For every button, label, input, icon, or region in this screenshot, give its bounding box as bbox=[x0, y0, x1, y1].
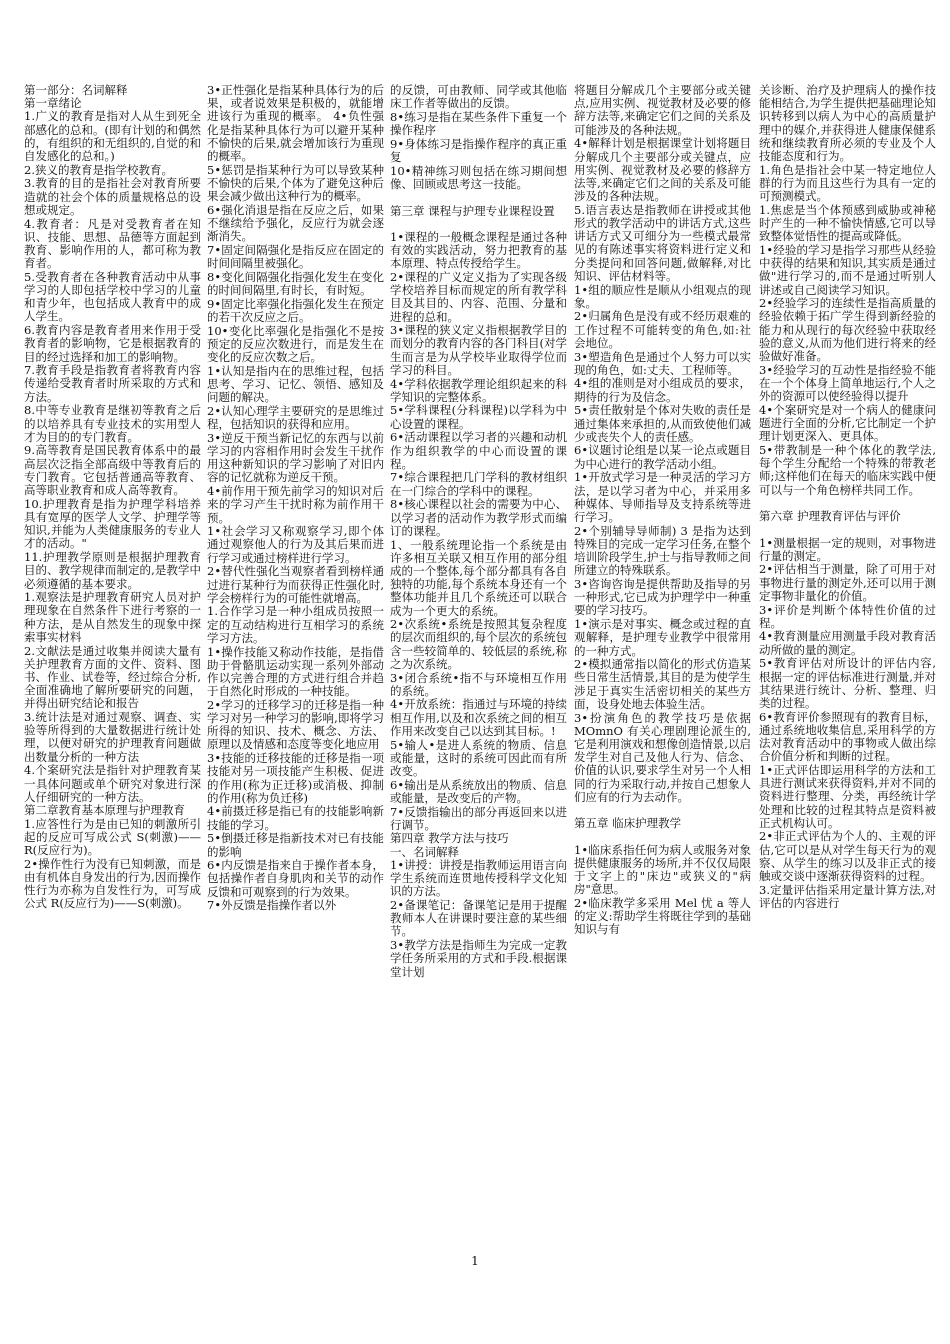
definition-paragraph: 9•固定比率强化指强化发生在预定的若干次反应之后。 bbox=[207, 296, 384, 324]
definition-paragraph: 3•课程的狭义定义指根据教学目的而划分的教育内容的各门科目(对学生而言是为从学校毕业取得学位而学习的科目。 bbox=[390, 323, 567, 377]
definition-paragraph: 2•替代性强化当观察者看到榜样通过进行某种行为而获得正性强化时,学会榜样行为的可能性就增高。 bbox=[207, 564, 384, 605]
definition-paragraph: 3.定量评估指采用定量计算方法,对评估的内容进行 bbox=[759, 882, 936, 910]
section-heading: 第一章绪论 bbox=[24, 96, 82, 111]
spacer bbox=[390, 218, 567, 231]
definition-paragraph: 10•变化比率强化是指强化不是按预定的反应次数进行，而是发生在变化的反应次数之后。 bbox=[207, 323, 384, 365]
definition-paragraph: 6•议题讨论组是以某一论点或题目为中心进行的教学活动小组。 bbox=[574, 443, 751, 471]
definition-paragraph: 1.观察法是护理教育研究人员对护理现象在自然条件下进行考察的一种方法，是从自然发生的现象中探索事实材料 bbox=[24, 590, 201, 644]
text-column-2 bbox=[207, 84, 384, 1254]
definition-paragraph: 1•组的顺应性是顺从小组观点的现象。 bbox=[574, 282, 751, 310]
definition-paragraph: 2•归属角色是没有或不经历艰难的工作过程不可能转变的角色,如:社会地位。 bbox=[574, 309, 751, 350]
definition-paragraph: 4.个案研究法是指针对护理教育某一具体问题或单个研究对象进行深人仔细研究的一种方法。 bbox=[24, 763, 201, 804]
definition-paragraph: 1.广义的教育是指对人从生到死全部感化的总和。(即有计划的和偶然的，有组织的和无组织的,自觉的和自发感化的总和。) bbox=[24, 109, 201, 164]
definition-paragraph: 1•正式评估即运用科学的方法和工具进行测试来获得资料,并对不同的资料进行整理、分类，再经统计学处理和比较的过程其特点是资料被正式机构认可。 bbox=[759, 762, 936, 830]
definition-paragraph: 1.角色是指社会中某一特定地位人群的行为而且这些行为具有一定的可预测模式。 bbox=[759, 162, 936, 204]
continued-paragraph: 将题目分解成几个主要部分或关键点,应用实例、视觉教材及必要的修辞方法等,来确定它们之间的关系及可能涉及的各种法规。 bbox=[574, 84, 751, 137]
definition-paragraph: 1•社会学习又称观察学习,即个体通过观察他人的行为及其后果而进行学习或通过榜样进行学习。 bbox=[207, 524, 384, 565]
definition-paragraph: 8•核心课程以社会的需要为中心、以学习者的活动作为教学形式而编订的课程。 bbox=[390, 497, 567, 538]
definition-paragraph: 3.统计法是对通过观察、调查、实验等所得到的大量数据进行统计处理，以便对研究的护理教育问题做出数量分析的一种方法 bbox=[24, 710, 201, 764]
definition-paragraph: 3.教育的目的是指社会对教育所要造就的社会个体的质量规格总的设想或规定。 bbox=[24, 176, 201, 217]
definition-paragraph: 5•输人•是进人系统的物质、信息或能量，这时的系统可因此而有所改变。 bbox=[390, 737, 567, 778]
definition-paragraph: 4•开放系统：指通过与环境的持续相互作用,以及和次系统之间的相互作用来改变自己以达到其目标。! bbox=[390, 697, 567, 738]
continued-paragraph: 的反馈，可由教师、同学或其他临床工作者等做出的反馈。 bbox=[390, 84, 567, 111]
definition-paragraph: 8•变化间隔强化指强化发生在变化的时间间隔里,有时长，有时短。 bbox=[207, 269, 384, 298]
definition-paragraph: 5.受教育者在各种教育活动中从事学习的人即包括学校中学习的儿童和青少年，也包括成人教育中的成人学生。 bbox=[24, 269, 201, 324]
definition-paragraph: 2•课程的广义定义指为了实现各级学校培养目标而规定的所有教学科目及其目的、内容、范围、分量和进程的总和。 bbox=[390, 269, 567, 324]
definition-paragraph: 1、一般系统理论指一个系统是由许多相互关联又相互作用的部分组成的一个整体,每个部分都具有各自独特的功能,每个系统本身还有一个整体功能并且几个系统还可以联合成为一个更大的系统。 bbox=[390, 537, 567, 618]
definition-paragraph: 7•固定间隔强化是指反应在固定的时间间隔里被强化。 bbox=[207, 242, 384, 271]
definition-paragraph: 2•次系统•系统是按照其复杂程度的层次而组织的,每个层次的系统包含一些较简单的、较低层的系统,称之为次系统。 bbox=[390, 617, 567, 671]
section-heading: 第二章教育基本原理与护理教育 bbox=[24, 803, 185, 818]
definition-paragraph: 4•前摄迁移是指已有的技能影响新技能的学习。 bbox=[207, 804, 384, 832]
definition-paragraph: 1•讲授：讲授是指教师运用语言向学生系统而连贯地传授科学文化知识的方法。 bbox=[390, 857, 567, 899]
definition-paragraph: 3•扮演角色的教学技巧是依据 MOmnO 有关心理剧理论派生的,它是利用演戏和想像创造情景,以启发学生对自己及他人行为、信念、价值的认识,要求学生对另一个人相同的行为采取行动,并按自己想象人们应有的行为去动作。 bbox=[574, 710, 751, 804]
section-heading: 第一部分：名词解释 bbox=[24, 84, 128, 97]
definition-paragraph: 5•惩罚是指某种行为可以导致某种不愉快的后果,个体为了避免这种后果会减少做出这种行为的概率。 bbox=[207, 162, 384, 204]
definition-paragraph: 1.应答性行为是由已知的刺激所引起的反应可写成公式 S(刺激)——R(反应行为)。 bbox=[24, 816, 201, 858]
definition-paragraph: 6.教育内容是教育者用来作用于受教育者的影响物，它是根据教育的目的经过选择和加工的影响物。 bbox=[24, 323, 201, 364]
definition-paragraph: 1•开放式学习是一种灵活的学习方法，是以学习者为中心，并采用多种媒体、导师指导及支持系统等进行学习。 bbox=[574, 470, 751, 524]
definition-paragraph: 2•个别辅导导师制) 3 是指为达到特殊目的完成一定学习任务,在整个培训阶段学生,护士与指导教师之间所建立的特殊联系。 bbox=[574, 523, 751, 578]
definition-paragraph: 5•倒摄迁移是指新技术对已有技能的影响 bbox=[207, 831, 384, 859]
text-column-4 bbox=[574, 84, 751, 1254]
definition-paragraph: 1•演示是对事实、概念或过程的直观解释，是护理专业教学中很常用的一种方式。 bbox=[574, 617, 751, 658]
definition-paragraph: 5•教育评估对所设计的评估内容,根据一定的评估标准进行测量,并对其结果进行统计、分析、整理、归类的过程。 bbox=[759, 656, 936, 710]
definition-paragraph: 10•精神练习则包括在练习期间想像、回顾或思考这一技能。 bbox=[390, 163, 567, 191]
definition-paragraph: 5.语言表达是指教师在讲授或其他形式的教学活动中的讲话方式,这些讲话方式又可细分为一些模式最常见的有陈述事实将资料进行定义和分类提问和回答问题,做解释,对比知识、评估材料等。 bbox=[574, 202, 751, 283]
definition-paragraph: 1.焦虑是当个体预感到威胁或神秘时产生的一种不愉快情感,它可以导致整体觉悟性的提高或降低。 bbox=[759, 202, 936, 244]
definition-paragraph: 6•内反馈是指来自于操作者本身，包括操作者自身肌肉和关节的动作反馈和可观察到的行为效果。 bbox=[207, 858, 384, 899]
definition-paragraph: 1•经验的学习是指学习那些从经验中获得的结果和知识,其实质是通过做"进行学习的,而不是通过听别人讲述或自己阅读学习知识。 bbox=[759, 242, 936, 297]
definition-paragraph: 6•强化消退是指在反应之后，如果不继续给予强化，反应行为就会逐渐消失。 bbox=[207, 202, 384, 244]
definition-paragraph: 7•综合课程把几门学科的教材组织在一门综合的学科中的课程。 bbox=[390, 470, 567, 498]
definition-paragraph: 3•逆反干预当新记忆的东西与以前学习的内容相作用时会发生干扰作用这种新知识的学习影响了对旧内容的记忆就称为逆反干预。 bbox=[207, 430, 384, 485]
section-heading: 第三章 课程与护理专业课程设置 bbox=[390, 203, 555, 218]
definition-paragraph: 3•经验学习的互动性是指经验不能在一个个体身上简单地运行,个人之外的资源可以使经验得以提升 bbox=[759, 362, 936, 404]
definition-paragraph: 6•输出是从系统放出的物质、信息或能量，是改变后的产物。 bbox=[390, 777, 567, 805]
section-heading: 第六章 护理教育评估与评价 bbox=[759, 509, 901, 524]
page-number: 1 bbox=[471, 1254, 479, 1268]
definition-paragraph: 4•个案研究是对一个病人的健康问题进行全面的分析,它比制定一个护理计划更深入、更具体。 bbox=[759, 402, 936, 444]
definition-paragraph: 7.教育手段是指教育者将教育内容传递给受教育者时所采取的方式和方法。 bbox=[24, 363, 201, 404]
text-column-5 bbox=[759, 84, 936, 1254]
definition-paragraph: 4•教育测量应用测量手段对教育活动所做的量的测定。 bbox=[759, 629, 936, 657]
definition-paragraph: 3•咨询咨询是提供帮助及指导的另一种形式,它已成为护理学中一种重要的学习技巧。 bbox=[574, 577, 751, 618]
spacer bbox=[759, 524, 936, 537]
definition-paragraph: 8•练习是指在某些条件下重复一个操作程序 bbox=[390, 109, 567, 138]
definition-paragraph: 7•反馈指输出的部分再返回来以进行调节。 bbox=[390, 804, 567, 832]
definition-paragraph: 3•塑造角色是通过个人努力可以实现的角色，如:丈夫、工程师等。 bbox=[574, 349, 751, 377]
definition-paragraph: 2.狭义的教育是指学校教育。 bbox=[24, 162, 173, 177]
text-column-1 bbox=[24, 84, 201, 1254]
definition-paragraph: 11.护理教学原则是根据护理教育目的、教学规律而制定的,是教学中必须遵循的基本要求。 bbox=[24, 550, 201, 591]
definition-paragraph: 2•备课笔记：备课笔记是用于提醒教师本人在讲课时要注意的某些细节。 bbox=[390, 897, 567, 939]
definition-paragraph: 2•模拟通常指以简化的形式仿造某些日常生活情景,其目的是为使学生涉足于真实生活密切相关的某些方面，设身处地去体验生活。 bbox=[574, 657, 751, 711]
definition-paragraph: 4.教育者：凡是对受教育者在知识、技能、思想、品德等方面起到教育、影响作用的人，都可称为教育者。 bbox=[24, 216, 201, 271]
definition-paragraph: 6•活动课程以学习者的兴趣和动机作为组织教学的中心而设置的课程。 bbox=[390, 430, 567, 471]
definition-paragraph: 3•正性强化是指某种具体行为的后果，或者说效果是积极的，就能增进该行为重现的概率。 4•负性强化是指某种具体行为可以避开某种不愉快的后果,就会增加该行为重现的概率。 bbox=[207, 84, 384, 164]
definition-paragraph: 6•教育评价参照现有的教育目标，通过系统地收集信息,采用科学的方法对教育活动中的事物或人做出综合价值分析和判断的过程。 bbox=[759, 709, 936, 764]
definition-paragraph: 2•临床教学多采用 Mel 忧 a 等人的定义:帮助学生将既往学到的基础知识与有 bbox=[574, 895, 751, 937]
definition-paragraph: 5•责任散射是个体对失败的责任是通过集体来承担的,从而致使他们减少或丧失个人的责任感。 bbox=[574, 403, 751, 444]
definition-paragraph: 9•身体练习是指操作程序的真正重复 bbox=[390, 136, 567, 165]
definition-paragraph: 1•认知是指内在的思维过程，包括思考、学习、记忆、领悟、感知及问题的解决。 bbox=[207, 363, 384, 405]
definition-paragraph: 3•教学方法是指师生为完成一定教学任务所采用的方式和手段.根据课堂计划 bbox=[390, 938, 567, 979]
continued-paragraph: 关诊断、治疗及护理病人的操作技能相结合,为学生提供把基础理论知识转移到以病人为中心的高质量护理中的媒介,并获得进人健康保健系统和继续教育所必须的专业及个人技能态度和行为。 bbox=[759, 84, 936, 164]
definition-paragraph: 1•测量根据一定的规则，对事物进行量的测定。 bbox=[759, 535, 936, 563]
definition-paragraph: 9.高等教育是国民教育体系中的最高层次泛指全部高级中等教育后的专门教育。它包括普通高等教育、高等职业教育和成人高等教育。 bbox=[24, 443, 201, 498]
definition-paragraph: 5•学科课程(分科课程)以学科为中心设置的课程。 bbox=[390, 403, 567, 431]
definition-paragraph: 4•组的准则是对小组成员的要求，期待的行为及信念。 bbox=[574, 376, 751, 404]
definition-paragraph: 1•操作技能又称动作技能，是指借助于骨骼肌运动实现一系列外部动作以完善合理的方式进行组合并趋于自然化时形成的一种技能。 bbox=[207, 644, 384, 699]
definition-paragraph: 2•认知心理学主要研究的是思维过程，包括知识的获得和应用。 bbox=[207, 403, 384, 432]
definition-paragraph: 4•前作用干预先前学习的知识对后来的学习产生干扰时称为前作用干预。 bbox=[207, 484, 384, 525]
definition-paragraph: 2.文献法是通过收集并阅读大量有关护理教育方面的文件、资料、图书、作业、试卷等，经过综合分析,全面准确地了解所要研究的问题，并得出研究结论和报告 bbox=[24, 643, 201, 711]
definition-paragraph: 2•学习的迁移学习的迁移是指一种学习对另一种学习的影响,即将学习所得的知识、技术、概念、方法、原理以及情感和态度等变化地应用 bbox=[207, 697, 384, 752]
spacer bbox=[390, 192, 567, 205]
definition-paragraph: 4•学科依据教学理论组织起来的科学知识的完整体系。 bbox=[390, 376, 567, 404]
definition-paragraph: 10.护理教育是指为护理学科培养具有宽厚的医学人文学、护理学等知识,并能为人类健康服务的专业人才的活动。" bbox=[24, 496, 201, 551]
section-heading: 一、名词解释 bbox=[390, 844, 459, 859]
definition-paragraph: 3•闭合系统•指不与环境相互作用的系统。 bbox=[390, 670, 567, 698]
definition-paragraph: 1.合作学习是一种小组成员按照一定的互动结构进行互相学习的系统学习方法。 bbox=[207, 604, 384, 645]
definition-paragraph: 3•技能的迁移技能的迁移是指一项技能对另一项技能产生积极、促进的作用(称为正迁移)或消极、抑制的作用(称为负迁移) bbox=[207, 751, 384, 805]
definition-paragraph: 2•非正式评估为个人的、主观的评估,它可以是从对学生每天行为的观察、从学生的练习以及非正式的接触或交谈中逐渐获得资料的过程。 bbox=[759, 829, 936, 884]
spacer bbox=[574, 831, 751, 844]
section-heading: 第五章 临床护理教学 bbox=[574, 816, 682, 831]
definition-paragraph: 3•评价是判断个体特性价值的过程。 bbox=[759, 602, 936, 630]
definition-paragraph: 5•带教制是一种个体化的教学法,每个学生分配给一个特殊的带教老师;这样他们在每天的临床实践中便可以与一个角色榜样共同工作。 bbox=[759, 442, 936, 497]
definition-paragraph: 2•经验学习的连续性是指高质量的经验依赖于拓广学生得到新经验的能力和从现行的每次经验中获取经验的意义,从而为他们进行将来的经验做好准备。 bbox=[759, 296, 936, 364]
section-heading: 第四章 教学方法与技巧 bbox=[390, 831, 509, 846]
definition-paragraph: 1•临床系指任何为病人或服务对象提供健康服务的场所,并不仅仅局限于文字上的"床边"或狭义的"病房"意思。 bbox=[574, 842, 751, 897]
text-column-3 bbox=[390, 84, 567, 1254]
definition-paragraph: 2•操作性行为没有已知刺激，而是由有机体自身发出的行为,因而操作性行为亦称为自发性行为，可写成公式 R(反应行为)——S(刺激)。 bbox=[24, 856, 201, 911]
definition-paragraph: 8.中等专业教育是继初等教育之后的以培养具有专业技术的实用型人才为目的的专门教育。 bbox=[24, 403, 201, 444]
definition-paragraph: 2•评估相当于测量，除了可用于对事物进行量的测定外,还可以用于测定事物非量化的价值。 bbox=[759, 562, 936, 603]
definition-paragraph: 4•解释计划是根据课堂计划将题目分解成几个主要部分或关键点，应用实例、视觉教材及必要的修辞方法等,来确定它们之间的关系及可能涉及的各种法规。 bbox=[574, 136, 751, 204]
definition-paragraph: 7•外反馈是指操作者以外 bbox=[207, 898, 337, 913]
definition-paragraph: 1•课程的一般概念课程是通过各种有效的实践活动，努力把教育的基本原理、特点传授给学生。 bbox=[390, 229, 567, 271]
